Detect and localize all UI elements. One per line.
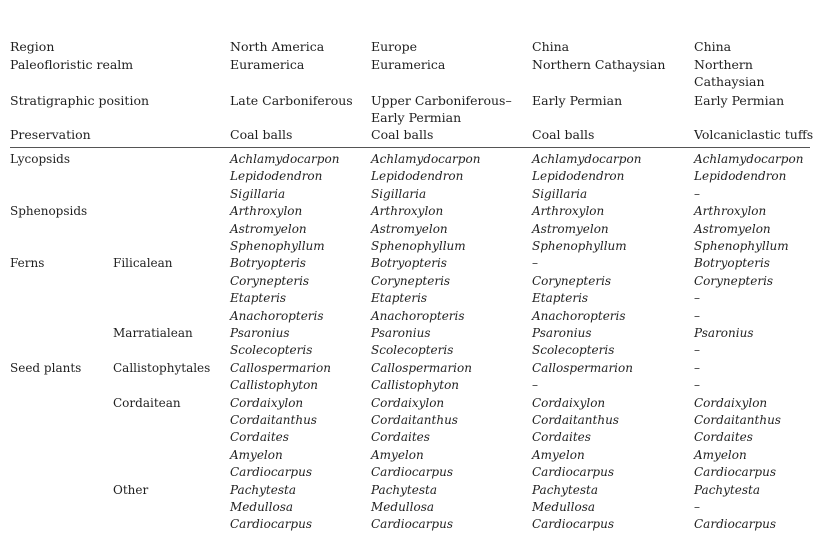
taxon-cell: Callospermarion <box>371 360 472 375</box>
subgroup-cell: Marratialean <box>113 326 193 340</box>
taxon-cell: Botryopteris <box>371 256 447 271</box>
taxon-cell: Sphenophyllum <box>371 239 466 253</box>
taxon-cell: Psaronius <box>371 326 431 340</box>
table-row <box>10 447 810 464</box>
taxon-cell: Scolecopteris <box>230 343 313 358</box>
taxon-cell: Pachytesta <box>532 482 598 497</box>
table-row <box>10 412 810 429</box>
taxon-cell: Arthroxylon <box>371 204 444 219</box>
header-cell: Euramerica <box>230 57 305 72</box>
taxon-cell: Arthroxylon <box>532 204 605 219</box>
taxon-cell: Anachoropteris <box>532 308 626 323</box>
taxon-cell: Cardiocarpus <box>371 465 453 480</box>
header-cell: China <box>694 39 732 54</box>
header-cell: Late Carboniferous <box>230 93 353 108</box>
header-cell: North America <box>230 39 325 54</box>
taxon-cell: Astromyelon <box>230 221 307 236</box>
taxon-cell: Cordaitanthus <box>532 413 619 427</box>
taxon-cell: – <box>532 378 538 393</box>
taxon-cell: Lepidodendron <box>694 169 787 184</box>
taxon-cell: Achlamydocarpon <box>371 152 481 166</box>
table-row <box>10 464 810 481</box>
taxon-cell: Corynepteris <box>371 273 451 288</box>
taxon-cell: Lepidodendron <box>230 169 323 184</box>
table-row <box>10 273 810 290</box>
taxon-cell: Achlamydocarpon <box>532 152 642 166</box>
taxon-cell: Lepidodendron <box>532 169 625 184</box>
taxon-cell: Botryopteris <box>694 256 770 271</box>
taxon-cell: Callistophyton <box>230 378 319 393</box>
taxon-cell: Sigillaria <box>532 186 588 201</box>
subgroup-cell: Other <box>113 482 149 497</box>
header-divider <box>10 147 810 148</box>
taxon-cell: Cordaixylon <box>371 395 445 410</box>
taxon-cell: Psaronius <box>532 326 592 340</box>
header-cell: Coal balls <box>371 127 434 142</box>
taxon-cell: Corynepteris <box>694 273 774 288</box>
taxon-cell: – <box>694 378 700 393</box>
taxon-cell: Medullosa <box>532 500 596 514</box>
table-row <box>10 151 810 168</box>
taxon-cell: Sphenophyllum <box>230 239 325 253</box>
header-cell: Coal balls <box>532 127 595 142</box>
header-cell: Northern Cathaysian <box>532 57 666 72</box>
taxon-cell: Cordaites <box>532 430 591 445</box>
taxon-cell: Sphenophyllum <box>532 239 627 253</box>
header-cell: Early Permian <box>532 93 623 108</box>
taxon-cell: Callistophyton <box>371 378 460 393</box>
table-row <box>10 342 810 359</box>
taxon-cell: Botryopteris <box>230 256 306 271</box>
header-cell: Upper Carboniferous– <box>371 93 512 108</box>
table-row <box>10 203 810 220</box>
taxon-cell: Cardiocarpus <box>230 517 312 532</box>
taxon-cell: – <box>694 360 700 375</box>
group-cell: Ferns <box>10 256 45 271</box>
taxon-cell: Cordaites <box>371 430 430 445</box>
taxon-cell: Cordaixylon <box>532 395 606 410</box>
header-label: Stratigraphic position <box>10 93 150 108</box>
taxon-cell: Amyelon <box>230 447 283 462</box>
header-cell: Northern <box>694 57 753 72</box>
group-cell: Seed plants <box>10 360 82 375</box>
header-cell: Early Permian <box>371 110 462 125</box>
taxon-cell: Astromyelon <box>694 221 771 236</box>
taxon-cell: – <box>694 500 700 514</box>
table-row <box>10 238 810 255</box>
taxon-cell: Sigillaria <box>371 186 427 201</box>
taxon-cell: Callospermarion <box>230 360 331 375</box>
taxon-cell: Amyelon <box>371 447 424 462</box>
taxon-cell: Cordaixylon <box>694 395 768 410</box>
taxon-cell: Medullosa <box>371 500 435 514</box>
taxon-cell: Corynepteris <box>532 273 612 288</box>
taxon-cell: Amyelon <box>694 447 747 462</box>
taxon-cell: Anachoropteris <box>371 308 465 323</box>
table-row <box>10 377 810 394</box>
taxon-cell: Etapteris <box>532 291 589 306</box>
taxon-cell: Cordaites <box>230 430 289 445</box>
taxon-cell: Cardiocarpus <box>532 517 614 532</box>
table-row <box>10 325 810 342</box>
taxon-cell: Pachytesta <box>371 482 437 497</box>
table-row <box>10 186 810 203</box>
taxon-cell: Cardiocarpus <box>694 465 776 480</box>
taxon-cell: Cardiocarpus <box>694 517 776 532</box>
taxon-cell: Scolecopteris <box>371 343 454 358</box>
taxon-cell: Cardiocarpus <box>532 465 614 480</box>
subgroup-cell: Filicalean <box>113 256 173 271</box>
taxon-cell: Astromyelon <box>532 221 609 236</box>
table-row <box>10 308 810 325</box>
taxon-cell: Medullosa <box>230 500 294 514</box>
taxon-cell: Cordaitanthus <box>694 413 781 427</box>
table-row <box>10 482 810 499</box>
taxon-cell: Corynepteris <box>230 273 310 288</box>
taxon-cell: – <box>694 291 700 306</box>
table-row <box>10 395 810 412</box>
taxon-cell: – <box>694 186 700 201</box>
taxon-cell: Scolecopteris <box>532 343 615 358</box>
table-row <box>10 499 810 516</box>
table-row <box>10 429 810 446</box>
taxon-cell: Etapteris <box>371 291 428 306</box>
taxon-cell: Cardiocarpus <box>371 517 453 532</box>
taxon-cell: Cardiocarpus <box>230 465 312 480</box>
taxon-cell: Sphenophyllum <box>694 239 789 253</box>
table-row <box>10 360 810 377</box>
table-row <box>10 516 810 533</box>
table-row <box>10 255 810 272</box>
table-row <box>10 221 810 238</box>
taxon-cell: Arthroxylon <box>230 204 303 219</box>
taxon-cell: Anachoropteris <box>230 308 324 323</box>
taxon-cell: Achlamydocarpon <box>694 152 804 166</box>
header-cell: China <box>532 39 570 54</box>
taxon-cell: Lepidodendron <box>371 169 464 184</box>
taxon-cell: Psaronius <box>230 326 290 340</box>
taxon-cell: Pachytesta <box>694 482 760 497</box>
table-row <box>10 290 810 307</box>
header-cell: Volcaniclastic tuffs <box>694 127 814 142</box>
subgroup-cell: Callistophytales <box>113 360 211 375</box>
taxon-cell: – <box>694 308 700 323</box>
taxon-cell: – <box>532 256 538 271</box>
taxon-cell: Pachytesta <box>230 482 296 497</box>
taxon-cell: Psaronius <box>694 326 754 340</box>
header-label: Preservation <box>10 127 91 142</box>
header-cell: Cathaysian <box>694 74 765 89</box>
taxon-cell: Cordaitanthus <box>371 413 458 427</box>
taxon-cell: Arthroxylon <box>694 204 767 219</box>
taxon-cell: Achlamydocarpon <box>230 152 340 166</box>
taxon-cell: – <box>694 343 700 358</box>
group-cell: Lycopsids <box>10 152 70 166</box>
taxon-cell: Cordaites <box>694 430 753 445</box>
taxon-cell: Callospermarion <box>532 360 633 375</box>
table-row <box>10 168 810 185</box>
taxon-cell: Cordaixylon <box>230 395 304 410</box>
header-cell: Coal balls <box>230 127 293 142</box>
header-label: Region <box>10 39 55 54</box>
header-cell: Euramerica <box>371 57 446 72</box>
taxon-cell: Sigillaria <box>230 186 286 201</box>
taxon-cell: Etapteris <box>230 291 287 306</box>
group-cell: Sphenopsids <box>10 204 88 219</box>
header-cell: Early Permian <box>694 93 785 108</box>
taxon-cell: Astromyelon <box>371 221 448 236</box>
header-cell: Europe <box>371 39 418 54</box>
taxon-cell: Cordaitanthus <box>230 413 317 427</box>
taxon-cell: Amyelon <box>532 447 585 462</box>
header-label: Paleofloristic realm <box>10 57 134 72</box>
subgroup-cell: Cordaitean <box>113 395 181 410</box>
